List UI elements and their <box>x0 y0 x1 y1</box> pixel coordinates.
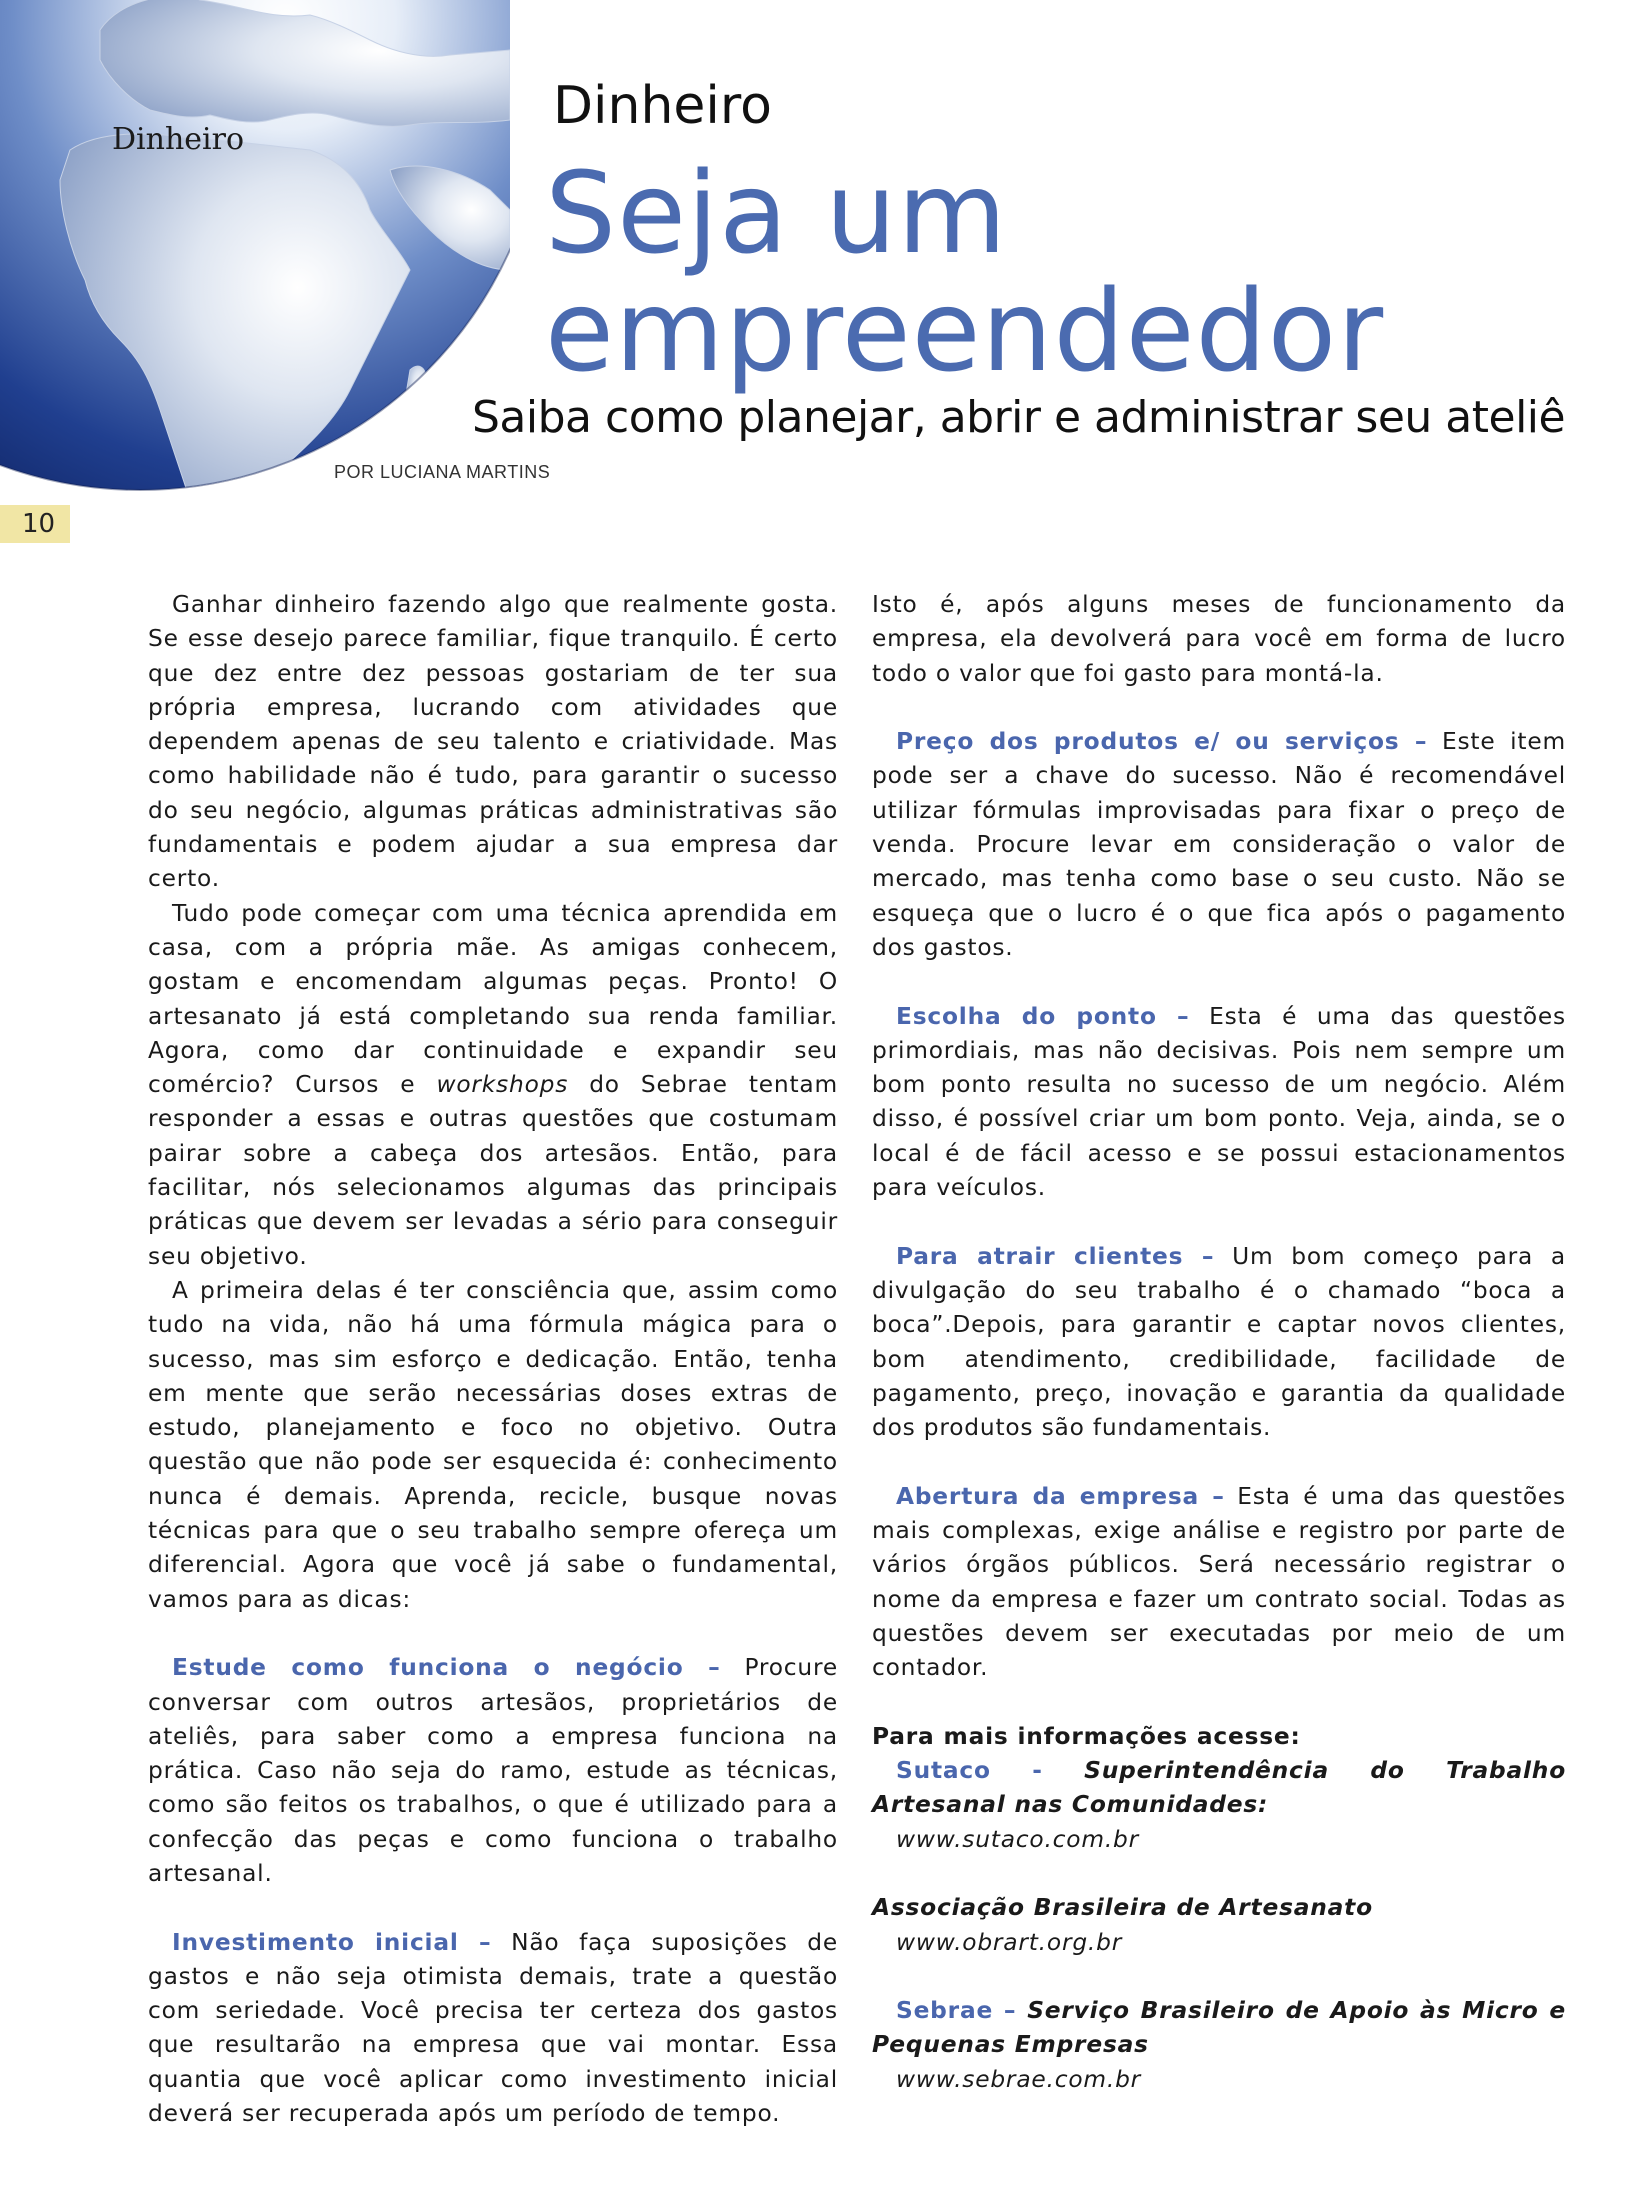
article-title-line-1: Seja um <box>545 149 1008 279</box>
tip-clients <box>872 1240 1566 1446</box>
side-section-label: Dinheiro <box>112 122 245 157</box>
tip-pricing <box>872 725 1566 965</box>
page-number: 10 <box>0 505 70 543</box>
tip-study-business-text: Procure conversar com outros artesãos, proprietários de ateliês, para saber como a empresa funciona na prática. Caso não seja do ramo, estude as técnicas, como são feitos os trabalhos, o que é utilizado para a confecção das peças e como funciona o trabalho artesanal. <box>148 1654 838 1887</box>
article-title <box>545 149 1545 397</box>
article-subtitle: Saiba como planejar, abrir e administrar seu ateliê <box>472 392 1566 443</box>
left-column <box>148 588 838 2131</box>
aba-link[interactable]: www.obrart.org.br <box>896 1928 1123 1956</box>
byline: POR LUCIANA MARTINS <box>334 462 551 482</box>
tip-pricing-title: Preço dos produtos e/ ou serviços – <box>896 728 1428 756</box>
tip-location-text: Esta é uma das questões primordiais, mas não decisivas. Pois nem sempre um bom ponto resulta no sucesso de um negócio. Além disso, é possível criar um bom ponto. Veja, ainda, se o local é de fácil acesso e se possui estacionamentos para veículos. <box>872 1002 1566 1202</box>
paragraph-origin-part-b: do Sebrae tentam responder a essas e outras questões que costumam pairar sobre a cabeça dos artesãos. Então, para facilitar, nós selecionamos algumas das principais práticas que devem ser levadas a sério para conseguir seu objetivo. <box>148 1071 838 1270</box>
tip-company-opening-text: Esta é uma das questões mais complexas, exige análise e registro por parte de vários órgãos públicos. Será necessário registrar o nome da empresa e fazer um contrato social. Todas as questões devem ser executadas por meio de um contador. <box>872 1482 1566 1682</box>
sebrae-entry <box>872 1994 1566 2063</box>
sutaco-link[interactable]: www.sutaco.com.br <box>896 1825 1139 1853</box>
paragraph-origin <box>148 897 838 1274</box>
sutaco-entry <box>872 1754 1566 1823</box>
sutaco-description: Superintendência do Trabalho Artesanal nas Comunidades: <box>872 1757 1566 1819</box>
sebrae-name: Sebrae – <box>896 1997 1017 2025</box>
tip-company-opening-title: Abertura da empresa – <box>896 1482 1225 1510</box>
globe-icon <box>0 0 510 500</box>
tip-location-title: Escolha do ponto – <box>896 1002 1190 1030</box>
globe-illustration <box>0 0 510 500</box>
workshops-emphasis: workshops <box>436 1071 569 1099</box>
article-title-line-2: empreendedor <box>545 267 1385 397</box>
aba-name: Associação Brasileira de Artesanato <box>872 1894 1373 1922</box>
paragraph-continuation: Isto é, após alguns meses de funcionamento da empresa, ela devolverá para você em forma de lucro todo o valor que foi gasto para montá-la. <box>872 591 1566 687</box>
tip-clients-text: Um bom começo para a divulgação do seu trabalho é o chamado “boca a boca”.Depois, para garantir e captar novos clientes, bom atendimento, credibilidade, facilidade de pagamento, preço, inovação e garantia da qualidade dos produtos são fundamentais. <box>872 1242 1566 1442</box>
section-title: Dinheiro <box>553 76 772 136</box>
paragraph-intro: Ganhar dinheiro fazendo algo que realmente gosta. Se esse desejo parece familiar, fique tranquilo. É certo que dez entre dez pessoas gostariam de ter sua própria empresa, lucrando com atividades que dependem apenas de seu talento e criatividade. Mas como habilidade não é tudo, para garantir o sucesso do seu negócio, algumas práticas administrativas são fundamentais e podem ajudar a sua empresa dar certo. <box>148 591 838 893</box>
tip-initial-investment-title: Investimento inicial – <box>172 1928 492 1956</box>
tip-company-opening <box>872 1480 1566 1686</box>
right-column <box>872 588 1566 2097</box>
tip-clients-title: Para atrair clientes – <box>896 1242 1215 1270</box>
tip-initial-investment-text: Não faça suposições de gastos e não seja otimista demais, trate a questão com seriedade. Você precisa ter certeza dos gastos que resultarão na empresa que vai montar. Essa quantia que você aplicar como investimento inicial deverá ser recuperada após um período de tempo. <box>148 1928 839 2128</box>
sutaco-name: Sutaco - <box>896 1757 1043 1785</box>
info-heading: Para mais informações acesse: <box>872 1722 1301 1750</box>
tip-study-business-title: Estude como funciona o negócio – <box>172 1654 721 1682</box>
tip-pricing-text: Este item pode ser a chave do sucesso. Não é recomendável utilizar fórmulas improvisadas para fixar o preço de venda. Procure levar em consideração o valor de mercado, mas tenha como base o seu custo. Não se esqueça que o lucro é o que fica após o pagamento dos gastos. <box>872 728 1566 961</box>
tip-study-business <box>148 1651 838 1891</box>
tip-location <box>872 1000 1566 1206</box>
paragraph-first-practice: A primeira delas é ter consciência que, assim como tudo na vida, não há uma fórmula mágica para o sucesso, mas sim esforço e dedicação. Então, tenha em mente que serão necessárias doses extras de estudo, planejamento e foco no objetivo. Outra questão que não pode ser esquecida é: conhecimento nunca é demais. Aprenda, recicle, busque novas técnicas para que o seu trabalho sempre ofereça um diferencial. Agora que você já sabe o fundamental, vamos para as dicas: <box>148 1276 838 1613</box>
sebrae-description: Serviço Brasileiro de Apoio às Micro e Pequenas Empresas <box>872 1997 1566 2059</box>
tip-initial-investment <box>148 1926 838 2132</box>
paragraph-origin-part-a: Tudo pode começar com uma técnica aprendida em casa, com a própria mãe. As amigas conhecem, gostam e encomendam algumas peças. Pronto! O artesanato já está completando sua renda familiar. Agora, como dar continuidade e expandir seu comércio? Cursos e <box>148 899 838 1099</box>
sebrae-link[interactable]: www.sebrae.com.br <box>896 2065 1142 2093</box>
